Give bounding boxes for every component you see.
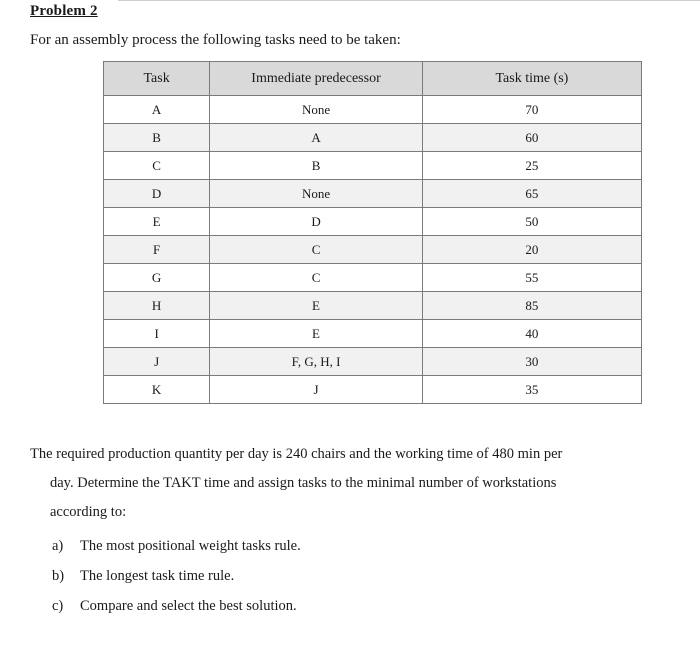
table-row	[104, 264, 642, 292]
table-header-row	[104, 62, 642, 96]
description-line: The required production quantity per day is 240 chairs and the working time of 480 min per	[30, 446, 563, 462]
option-marker: a)	[52, 538, 64, 554]
option-text: The most positional weight tasks rule.	[80, 538, 301, 554]
top-divider	[118, 0, 700, 1]
option-marker: b)	[52, 568, 65, 584]
cell-predecessor: None	[210, 96, 423, 124]
cell-task: H	[104, 292, 210, 320]
table-row	[104, 348, 642, 376]
cell-task: E	[104, 208, 210, 236]
cell-task: B	[104, 124, 210, 152]
cell-task: F	[104, 236, 210, 264]
table-row	[104, 376, 642, 404]
cell-time: 70	[422, 96, 641, 124]
cell-task: I	[104, 320, 210, 348]
cell-task: J	[104, 348, 210, 376]
cell-task: A	[104, 96, 210, 124]
intro-text: For an assembly process the following tasks need to be taken:	[30, 32, 401, 48]
option-b	[52, 561, 301, 591]
cell-predecessor: E	[210, 320, 423, 348]
header-predecessor: Immediate predecessor	[210, 62, 423, 96]
cell-time: 35	[422, 376, 641, 404]
description-line: day. Determine the TAKT time and assign tasks to the minimal number of workstations	[50, 475, 557, 491]
table-row	[104, 180, 642, 208]
cell-predecessor: F, G, H, I	[210, 348, 423, 376]
problem-description	[30, 440, 690, 527]
cell-predecessor: J	[210, 376, 423, 404]
problem-title: Problem 2	[30, 3, 98, 19]
cell-predecessor: C	[210, 264, 423, 292]
table-row	[104, 320, 642, 348]
cell-time: 55	[422, 264, 641, 292]
option-c	[52, 591, 301, 621]
table-row	[104, 236, 642, 264]
cell-time: 30	[422, 348, 641, 376]
header-task-time: Task time (s)	[422, 62, 641, 96]
option-text: Compare and select the best solution.	[80, 598, 297, 614]
cell-time: 25	[422, 152, 641, 180]
table-row	[104, 208, 642, 236]
option-a	[52, 531, 301, 561]
cell-task: G	[104, 264, 210, 292]
cell-predecessor: None	[210, 180, 423, 208]
header-task: Task	[104, 62, 210, 96]
cell-time: 60	[422, 124, 641, 152]
cell-time: 20	[422, 236, 641, 264]
cell-time: 40	[422, 320, 641, 348]
cell-predecessor: E	[210, 292, 423, 320]
option-list	[52, 531, 301, 621]
cell-time: 50	[422, 208, 641, 236]
cell-task: C	[104, 152, 210, 180]
cell-predecessor: A	[210, 124, 423, 152]
option-text: The longest task time rule.	[80, 568, 235, 584]
cell-task: D	[104, 180, 210, 208]
cell-time: 65	[422, 180, 641, 208]
task-table	[103, 61, 642, 404]
description-line: according to:	[50, 504, 127, 520]
table-row	[104, 124, 642, 152]
cell-predecessor: B	[210, 152, 423, 180]
table-row	[104, 152, 642, 180]
cell-task: K	[104, 376, 210, 404]
cell-time: 85	[422, 292, 641, 320]
option-marker: c)	[52, 598, 64, 614]
table-row	[104, 96, 642, 124]
cell-predecessor: C	[210, 236, 423, 264]
cell-predecessor: D	[210, 208, 423, 236]
table-row	[104, 292, 642, 320]
